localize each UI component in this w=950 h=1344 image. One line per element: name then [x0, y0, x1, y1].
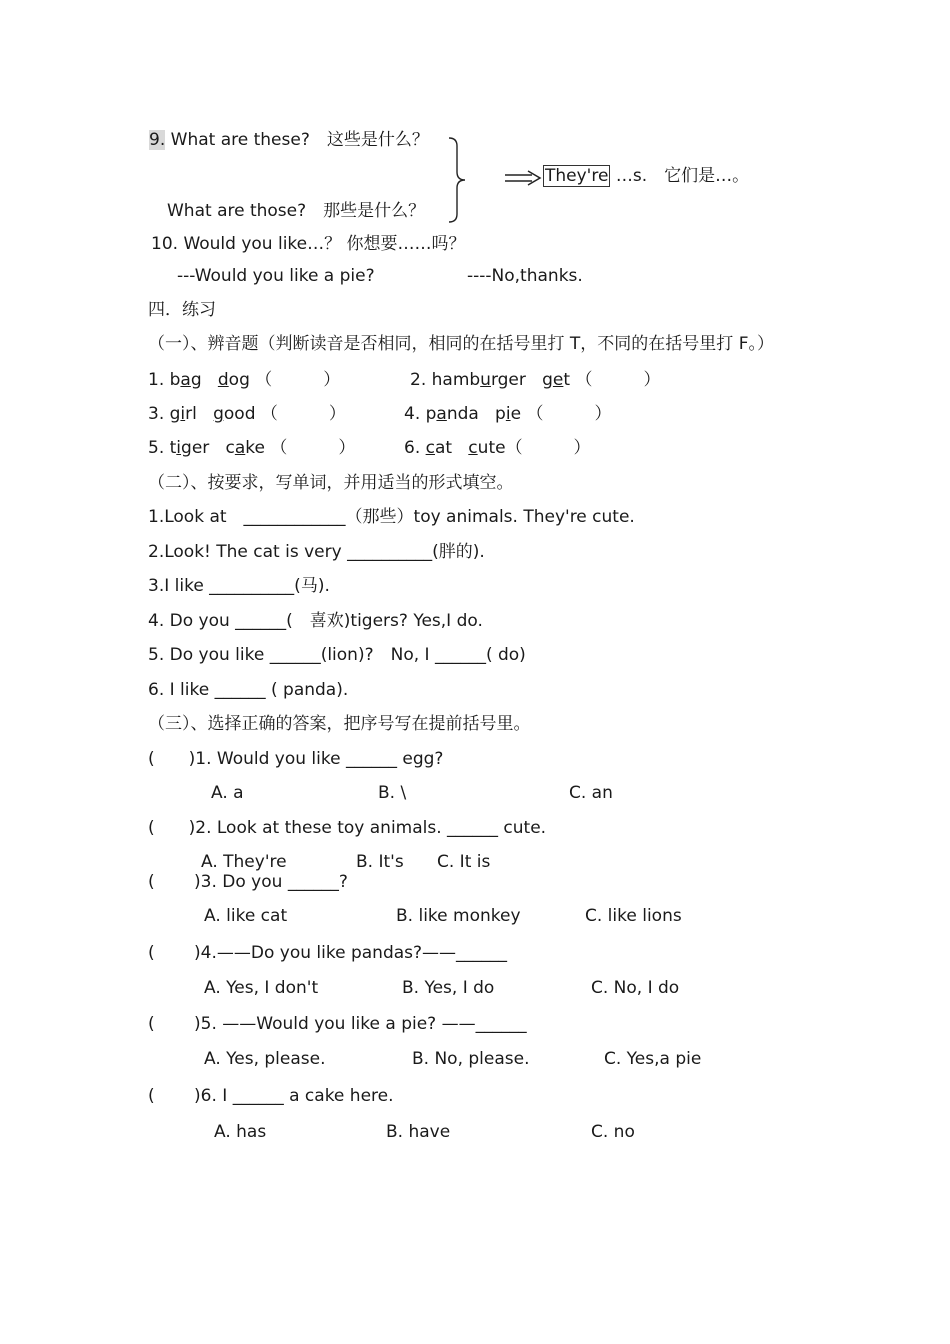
part1-item-1: 1. bag dog （ ） — [148, 370, 341, 390]
part3-question-1: ( )1. Would you like ______ egg? — [148, 749, 444, 769]
item9-question1: What are these? 这些是什么？ — [165, 130, 429, 150]
option-c: C. like lions — [585, 906, 682, 926]
option-a: A. like cat — [204, 906, 288, 926]
option-b: B. like monkey — [396, 906, 521, 926]
part2-line-3: 3.I like __________(马). — [148, 576, 330, 596]
part2-line-4: 4. Do you ______( 喜欢)tigers? Yes,I do. — [148, 611, 483, 631]
part1-item-2: 2. hamburger get （ ） — [410, 370, 661, 390]
right-brace-icon — [446, 136, 468, 224]
option-a: A. Yes, I don't — [204, 978, 319, 998]
option-c: C. no — [591, 1122, 635, 1142]
part1-item-3: 3. girl good （ ） — [148, 404, 346, 424]
part3-question-2: ( )2. Look at these toy animals. ______ cute. — [148, 818, 547, 838]
item9-line2: What are those? 那些是什么？ — [167, 201, 426, 221]
part3-question-4: ( )4.——Do you like pandas?——______ — [148, 943, 508, 963]
part1-title: （一）、辨音题（判断读音是否相同，相同的在括号里打 T，不同的在括号里打 F。） — [148, 334, 774, 354]
option-a: A. a — [211, 783, 244, 803]
item10-question: ---Would you like a pie? — [177, 266, 375, 286]
option-c: C. Yes,a pie — [604, 1049, 702, 1069]
part3-question-5: ( )5. ——Would you like a pie? ——______ — [148, 1014, 527, 1034]
part3-title: （三）、选择正确的答案，把序号写在提前括号里。 — [148, 714, 531, 734]
option-c: C. an — [569, 783, 613, 803]
option-a: A. They're — [201, 852, 287, 872]
option-a: A. Yes, please. — [204, 1049, 326, 1069]
item9-answer — [543, 165, 749, 187]
part2-line-2: 2.Look! The cat is very __________(胖的). — [148, 542, 485, 562]
item9-line1 — [149, 129, 429, 151]
theyre-box: They're — [545, 166, 609, 186]
item10-title: 10. Would you like…？ 你想要……吗？ — [151, 234, 466, 254]
part2-line-5: 5. Do you like ______(lion)? No, I ______( do) — [148, 645, 526, 665]
option-b: B. \ — [378, 783, 407, 803]
item9-number: 9. — [149, 130, 166, 150]
part1-item-5: 5. tiger cake （ ） — [148, 438, 356, 458]
item10-answer: ----No,thanks. — [467, 266, 583, 286]
part1-item-4: 4. panda pie （ ） — [404, 404, 612, 424]
part1-item-6: 6. cat cute（ ） — [404, 438, 591, 458]
part3-question-6: ( )6. I ______ a cake here. — [148, 1086, 394, 1106]
option-b: B. It's — [356, 852, 404, 872]
option-b: B. No, please. — [412, 1049, 530, 1069]
part2-line-6: 6. I like ______ ( panda). — [148, 680, 349, 700]
part2-line-1: 1.Look at ____________（那些）toy animals. They're cute. — [148, 507, 635, 527]
section-title: 四．练习 — [148, 300, 216, 320]
double-arrow-right-icon — [504, 170, 542, 186]
part3-question-3: ( )3. Do you ______? — [148, 872, 348, 892]
part2-title: （二）、按要求，写单词，并用适当的形式填空。 — [148, 473, 514, 493]
option-a: A. has — [214, 1122, 267, 1142]
option-c: C. It is — [437, 852, 491, 872]
option-c: C. No, I do — [591, 978, 680, 998]
option-b: B. have — [386, 1122, 451, 1142]
option-b: B. Yes, I do — [402, 978, 495, 998]
item9-answer-rest: …s. 它们是…。 — [610, 166, 750, 186]
